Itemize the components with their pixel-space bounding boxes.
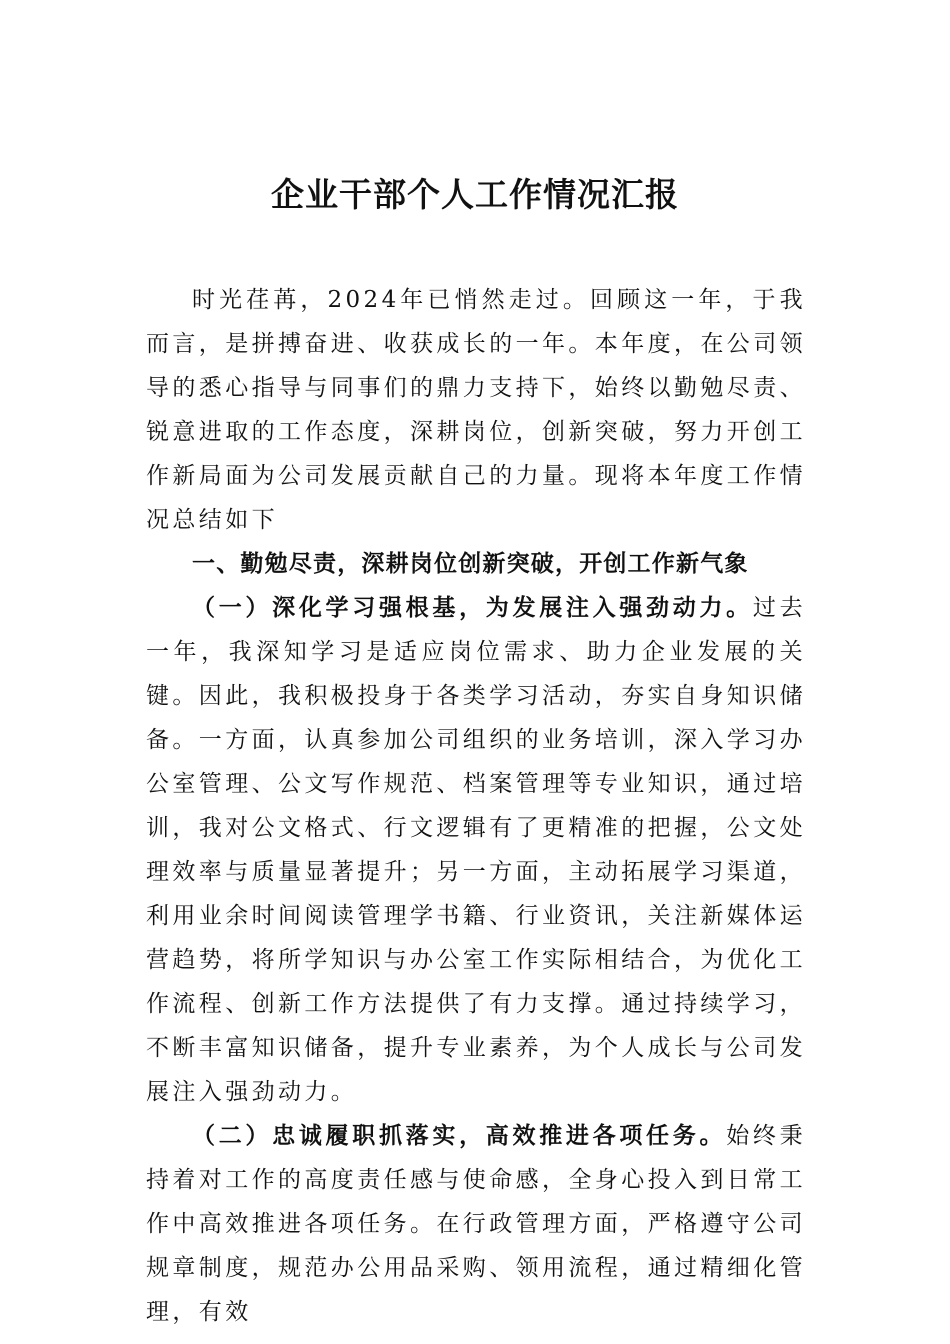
section-1-item-2-paragraph <box>146 1114 806 1334</box>
section-1-item-1-lead: （一）深化学习强根基，为发展注入强劲动力。 <box>192 594 753 621</box>
intro-paragraph: 时光荏苒，2024年已悄然走过。回顾这一年，于我而言，是拼搏奋进、收获成长的一年。本年度，在公司领导的悉心指导与同事们的鼎力支持下，始终以勤勉尽责、锐意进取的工作态度，深耕岗位，创新突破，努力开创工作新局面为公司发展贡献自己的力量。现将本年度工作情况总结如下 <box>146 287 806 533</box>
document-title: 企业干部个人工作情况汇报 <box>271 175 679 214</box>
section-1-item-1-paragraph <box>146 586 806 1114</box>
section-1-item-2-text: 始终秉持着对工作的高度责任感与使命感，全身心投入到日常工作中高效推进各项任务。在行政管理方面，严格遵守公司规章制度，规范办公用品采购、领用流程，通过精细化管理，有效 <box>146 1123 807 1325</box>
section-1-item-2-lead: （二）忠诚履职抓落实，高效推进各项任务。 <box>192 1122 727 1149</box>
document-body <box>146 278 806 1334</box>
section-1-item-1-text: 过去一年，我深知学习是适应岗位需求、助力企业发展的关键。因此，我积极投身于各类学习活动，夯实自身知识储备。一方面，认真参加公司组织的业务培训，深入学习办公室管理、公文写作规范、档案管理等专业知识，通过培训，我对公文格式、行文逻辑有了更精准的把握，公文处理效率与质量显著提升；另一方面，主动拓展学习渠道，利用业余时间阅读管理学书籍、行业资讯，关注新媒体运营趋势，将所学知识与办公室工作实际相结合，为优化工作流程、创新工作方法提供了有力支撑。通过持续学习，不断丰富知识储备，提升专业素养，为个人成长与公司发展注入强劲动力。 <box>146 595 806 1105</box>
section-1-heading: 一、勤勉尽责，深耕岗位创新突破，开创工作新气象 <box>192 551 749 577</box>
